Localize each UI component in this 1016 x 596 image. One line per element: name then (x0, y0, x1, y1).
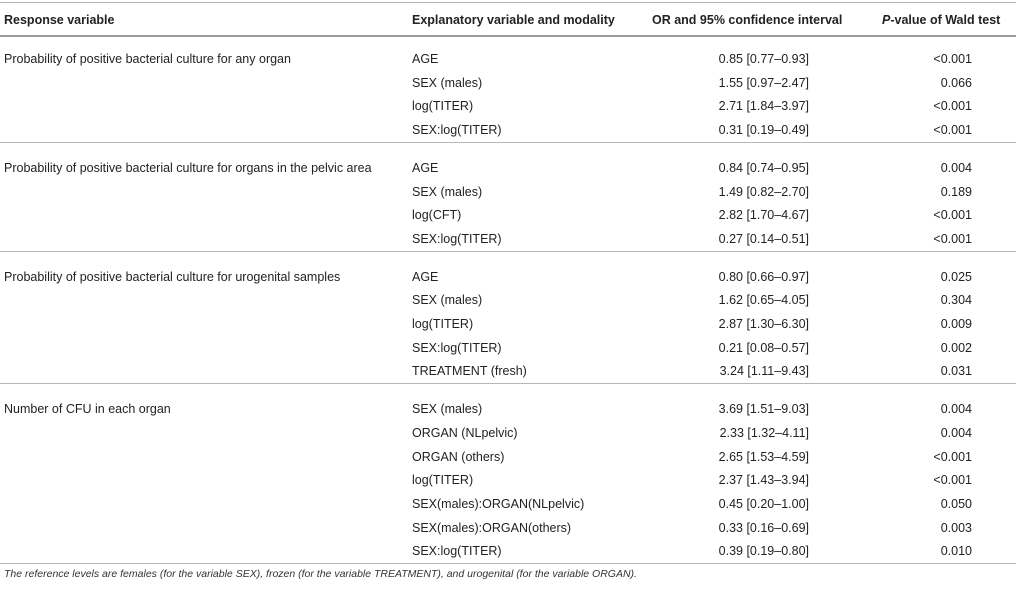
group-separator-rule (0, 142, 1016, 143)
p-value-cell: 0.010 (940, 544, 972, 559)
or-ci-cell: 2.37 [1.43–3.94] (718, 473, 809, 488)
p-value-cell: <0.001 (933, 123, 972, 138)
p-value-cell: 0.050 (940, 496, 972, 511)
explanatory-variable-cell: ORGAN (NLpelvic) (412, 425, 518, 440)
or-ci-cell: 1.49 [0.82–2.70] (718, 184, 809, 199)
explanatory-variable-cell: AGE (412, 160, 439, 175)
table-footnote: The reference levels are females (for the variable SEX), frozen (for the variable TREATMENT), and urogenital (for the variable ORGAN). (4, 568, 637, 580)
group-separator-rule (0, 251, 1016, 252)
explanatory-variable-cell: SEX (males) (412, 75, 483, 90)
explanatory-variable-cell: log(TITER) (412, 473, 474, 488)
explanatory-variable-cell: SEX:log(TITER) (412, 340, 502, 355)
header-or-ci: OR and 95% confidence interval (652, 13, 843, 27)
header-rule (0, 35, 1016, 37)
p-value-cell: <0.001 (933, 473, 972, 488)
or-ci-cell: 0.39 [0.19–0.80] (718, 544, 809, 559)
header-p-prefix: P (882, 13, 891, 27)
header-p-value (882, 12, 1000, 28)
group-separator-rule (0, 383, 1016, 384)
or-ci-cell: 0.80 [0.66–0.97] (718, 269, 809, 284)
explanatory-variable-cell: ORGAN (others) (412, 449, 505, 464)
explanatory-variable-cell: SEX (males) (412, 402, 483, 417)
explanatory-variable-cell: SEX (males) (412, 293, 483, 308)
p-value-cell: <0.001 (933, 208, 972, 223)
explanatory-variable-cell: SEX(males):ORGAN(NLpelvic) (412, 496, 585, 511)
explanatory-variable-cell: TREATMENT (fresh) (412, 364, 527, 379)
explanatory-variable-cell: log(TITER) (412, 317, 474, 331)
explanatory-variable-cell: SEX (males) (412, 184, 483, 199)
header-p-suffix: -value of Wald test (890, 13, 1001, 27)
header-response-variable: Response variable (4, 13, 115, 27)
response-variable-label: Probability of positive bacterial culture for any organ (4, 52, 291, 66)
or-ci-cell: 0.84 [0.74–0.95] (718, 160, 809, 175)
or-ci-cell: 3.69 [1.51–9.03] (718, 402, 809, 417)
response-variable-label: Probability of positive bacterial culture for urogenital samples (4, 269, 341, 284)
explanatory-variable-cell: AGE (412, 52, 439, 66)
explanatory-variable-cell: SEX:log(TITER) (412, 544, 502, 559)
p-value-cell: 0.066 (940, 75, 972, 90)
p-value-cell: <0.001 (933, 99, 972, 114)
or-ci-cell: 0.45 [0.20–1.00] (718, 496, 809, 511)
explanatory-variable-cell: AGE (412, 269, 439, 284)
or-ci-cell: 2.71 [1.84–3.97] (718, 99, 809, 114)
p-value-cell: 0.025 (940, 269, 972, 284)
or-ci-cell: 2.33 [1.32–4.11] (719, 425, 809, 440)
p-value-cell: 0.004 (940, 402, 972, 417)
p-value-cell: 0.004 (940, 425, 972, 440)
p-value-cell: 0.189 (940, 184, 972, 199)
or-ci-cell: 0.31 [0.19–0.49] (718, 123, 809, 138)
explanatory-variable-cell: SEX:log(TITER) (412, 123, 502, 138)
or-ci-cell: 1.55 [0.97–2.47] (718, 75, 809, 90)
or-ci-cell: 0.27 [0.14–0.51] (718, 231, 809, 246)
or-ci-cell: 2.82 [1.70–4.67] (718, 208, 809, 223)
p-value-cell: 0.004 (940, 160, 972, 175)
p-value-cell: 0.009 (940, 317, 972, 331)
response-variable-label: Probability of positive bacterial culture for organs in the pelvic area (4, 160, 372, 175)
p-value-cell: <0.001 (933, 52, 972, 66)
p-value-cell: 0.031 (940, 364, 972, 379)
p-value-cell: 0.304 (940, 293, 972, 308)
or-ci-cell: 3.24 [1.11–9.43] (719, 364, 809, 379)
or-ci-cell: 1.62 [0.65–4.05] (718, 293, 809, 308)
p-value-cell: 0.002 (940, 340, 972, 355)
p-value-cell: 0.003 (940, 520, 972, 535)
response-variable-label: Number of CFU in each organ (4, 402, 171, 417)
explanatory-variable-cell: log(CFT) (412, 208, 462, 223)
explanatory-variable-cell: SEX:log(TITER) (412, 231, 502, 246)
p-value-cell: <0.001 (933, 449, 972, 464)
table-bottom-rule (0, 563, 1016, 564)
table-top-rule (0, 2, 1016, 3)
explanatory-variable-cell: SEX(males):ORGAN(others) (412, 520, 572, 535)
or-ci-cell: 0.21 [0.08–0.57] (718, 340, 809, 355)
explanatory-variable-cell: log(TITER) (412, 99, 474, 114)
or-ci-cell: 2.87 [1.30–6.30] (718, 317, 809, 331)
header-explanatory-variable: Explanatory variable and modality (412, 13, 615, 27)
or-ci-cell: 2.65 [1.53–4.59] (718, 449, 809, 464)
or-ci-cell: 0.33 [0.16–0.69] (718, 520, 809, 535)
p-value-cell: <0.001 (933, 231, 972, 246)
or-ci-cell: 0.85 [0.77–0.93] (718, 52, 809, 66)
